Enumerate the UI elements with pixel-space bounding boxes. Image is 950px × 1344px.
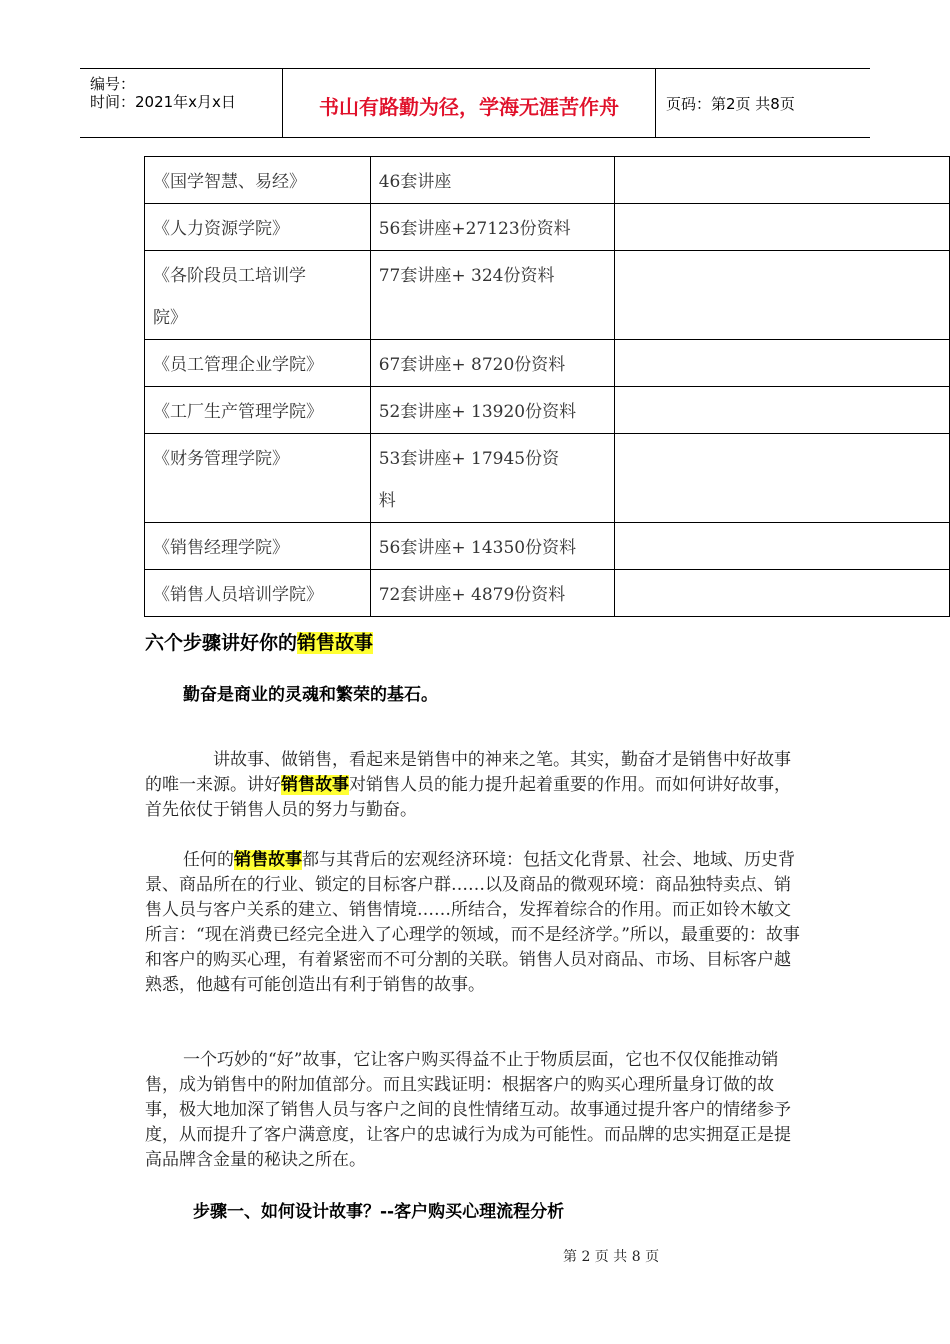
course-content: 56套讲座+ 14350份资料 — [370, 523, 615, 570]
course-name: 《国学智慧、易经》 — [145, 157, 371, 204]
table-row — [145, 434, 950, 523]
course-name: 《员工管理企业学院》 — [145, 340, 371, 387]
course-extra — [615, 570, 950, 617]
course-content: 67套讲座+ 8720份资料 — [370, 340, 615, 387]
table-row — [145, 340, 950, 387]
paragraph — [145, 848, 807, 998]
course-content — [370, 434, 615, 523]
course-name: 《工厂生产管理学院》 — [145, 387, 371, 434]
course-name: 《销售人员培训学院》 — [145, 570, 371, 617]
page-info: 页码：第2页 共8页 — [666, 95, 795, 113]
course-content: 72套讲座+ 4879份资料 — [370, 570, 615, 617]
keyword-highlight: 销售故事 — [234, 850, 302, 870]
course-extra — [615, 251, 950, 340]
course-name — [145, 251, 371, 340]
course-content-line: 料 — [378, 491, 396, 511]
table-row — [145, 523, 950, 570]
course-name: 《财务管理学院》 — [145, 434, 371, 523]
course-content: 52套讲座+ 13920份资料 — [370, 387, 615, 434]
date-line: 时间：2021年x月x日 — [90, 93, 236, 111]
course-name-line: 《各阶段员工培训学 — [153, 266, 306, 286]
step-heading: 步骤一、如何设计故事？--客户购买心理流程分析 — [193, 1202, 565, 1222]
paragraph-text: 讲故事、做销售，看起来是销售中的神来之笔。其实，勤奋才是销售中好故事的唯一来源。讲好 — [145, 750, 791, 795]
course-content: 77套讲座+ 324份资料 — [370, 251, 615, 340]
keyword-highlight: 销售故事 — [281, 775, 349, 795]
course-name: 《人力资源学院》 — [145, 204, 371, 251]
course-extra — [615, 434, 950, 523]
course-extra — [615, 204, 950, 251]
title-prefix: 六个步骤讲好你的 — [145, 632, 298, 654]
course-name-line: 院》 — [153, 308, 187, 328]
paragraph — [145, 748, 807, 823]
course-extra — [615, 523, 950, 570]
paragraph — [145, 1048, 807, 1173]
header-meta-cell — [80, 69, 283, 137]
paragraph-text: 对销售人员的能力提升起着重要的作用。而如何讲好故事，首先依仗于销售人员的努力与勤奋。 — [145, 775, 791, 820]
table-row — [145, 157, 950, 204]
course-content: 56套讲座+27123份资料 — [370, 204, 615, 251]
paragraph-text: 一个巧妙的“好”故事，它让客户购买得益不止于物质层面，它也不仅仅能推动销售，成为销售中的附加值部分。而且实践证明：根据客户的购买心理所量身订做的故事，极大地加深了销售人员与客户之间的良性情绪互动。故事通过提升客户的情绪参予度，从而提升了客户满意度，让客户的忠诚行为成为可能性。而品牌的忠实拥趸正是提高品牌含金量的秘诀之所在。 — [145, 1050, 791, 1170]
course-extra — [615, 387, 950, 434]
course-extra — [615, 157, 950, 204]
course-table — [144, 156, 950, 617]
code-label: 编号： — [90, 75, 136, 93]
paragraph-text: 都与其背后的宏观经济环境：包括文化背景、社会、地域、历史背景、商品所在的行业、锁定的目标客户群……以及商品的微观环境：商品独特卖点、销售人员与客户关系的建立、销售情境……所结合，发挥着综合的作用。而正如铃木敏文所言：“现在消费已经完全进入了心理学的领域，而不是经济学。”所以，最重要的：故事和客户的购买心理，有着紧密而不可分割的关联。销售人员对商品、市场、目标客户越熟悉，他越有可能创造出有利于销售的故事。 — [145, 850, 800, 995]
header-page-cell — [656, 69, 870, 137]
title-highlight: 销售故事 — [297, 632, 374, 654]
table-row — [145, 387, 950, 434]
course-extra — [615, 340, 950, 387]
table-row — [145, 570, 950, 617]
motto: 书山有路勤为径，学海无涯苦作舟 — [319, 95, 619, 119]
table-row — [145, 251, 950, 340]
table-row — [145, 204, 950, 251]
course-content-line: 53套讲座+ 17945份资 — [378, 449, 560, 469]
page-footer: 第 2 页 共 8 页 — [563, 1249, 660, 1265]
header-motto-cell — [283, 69, 656, 137]
course-name: 《销售经理学院》 — [145, 523, 371, 570]
paragraph-text: 任何的 — [183, 850, 234, 870]
article-subtitle: 勤奋是商业的灵魂和繁荣的基石。 — [183, 685, 438, 705]
course-content: 46套讲座 — [370, 157, 615, 204]
page-header — [80, 68, 870, 138]
article-title — [145, 628, 373, 655]
